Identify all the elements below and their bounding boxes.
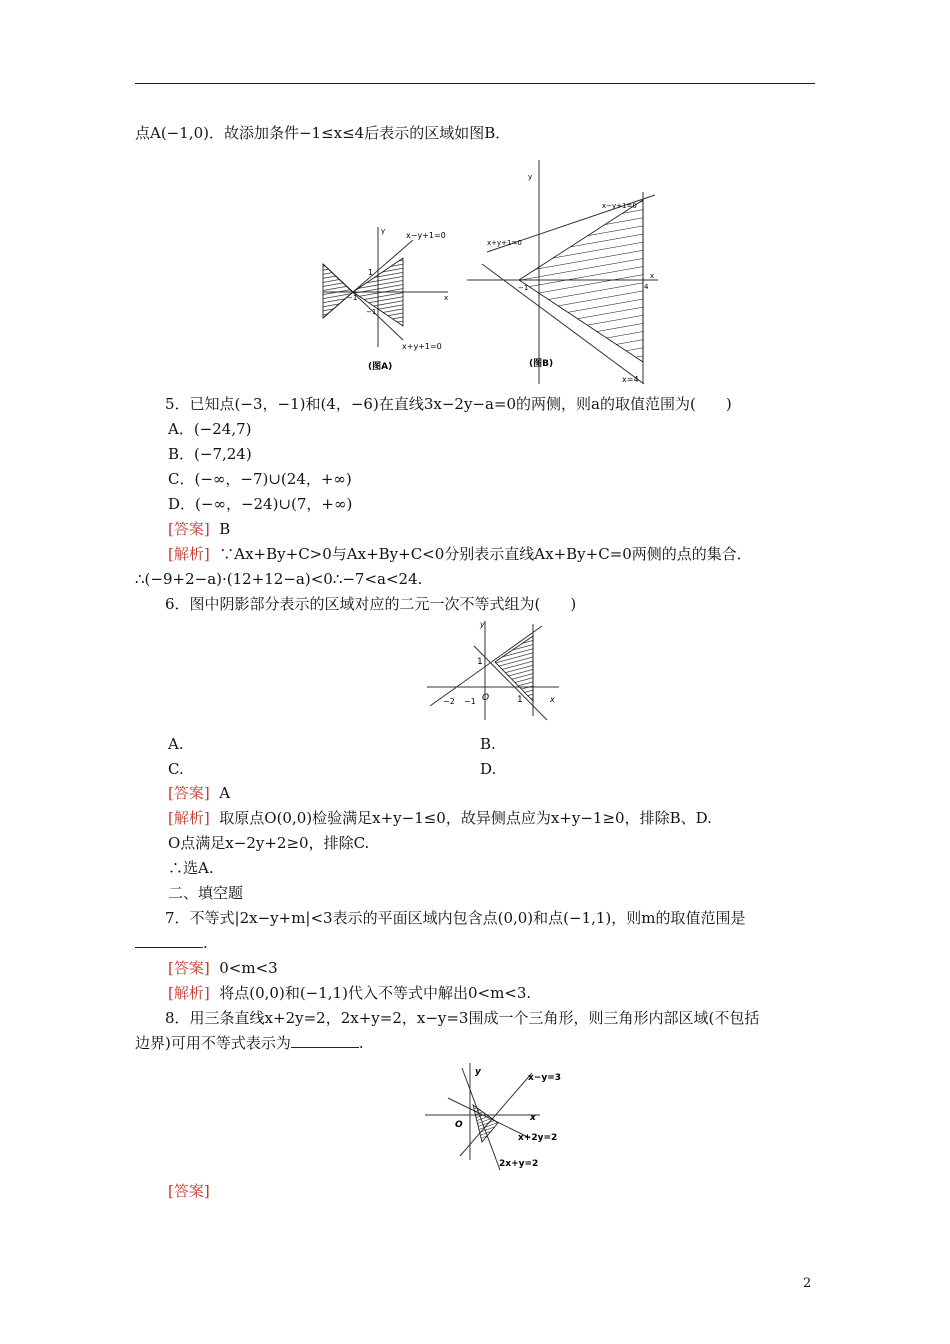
- q6-neg-one: −1: [464, 697, 476, 706]
- analysis-tag: [解析]: [168, 809, 210, 827]
- q7-blank-line: [135, 933, 208, 953]
- answer-tag: [答案]: [168, 520, 210, 538]
- q8-line1-label: x−y=3: [528, 1073, 562, 1083]
- q6-one-y: 1: [477, 657, 483, 667]
- q8-stem-1: 8．用三条直线x+2y=2，2x+y=2，x−y=3围成一个三角形，则三角形内部区域(不包括: [165, 1009, 760, 1027]
- fig-b-four: 4: [644, 283, 649, 291]
- fig-b-line3-label: x=4: [622, 375, 639, 384]
- q8-line2-label: x+2y=2: [518, 1133, 558, 1143]
- answer-tag: [答案]: [168, 959, 210, 977]
- fig-b-x-label: x: [650, 272, 655, 280]
- analysis-text: ∵Ax+By+C>0与Ax+By+C<0分别表示直线Ax+By+C=0两侧的点的集合．: [219, 545, 752, 563]
- analysis-text: 取原点O(0,0)检验满足x+y−1≤0，故异侧点应为x+y−1≥0，排除B、D.: [219, 809, 712, 827]
- fig-a-one: 1: [368, 268, 374, 277]
- fig-b-neg-one: −1: [518, 284, 529, 292]
- fig-a-caption: (图A): [368, 362, 393, 372]
- q6-analysis-1: [168, 808, 712, 828]
- q5-analysis-1: [168, 544, 752, 564]
- q5-option-d: D．(−∞，−24)∪(7，+∞): [168, 495, 353, 513]
- q7-answer: [168, 958, 278, 978]
- header-rule: [135, 83, 815, 84]
- figure-b: [462, 152, 662, 387]
- q5-option-b: B．(−7,24): [168, 445, 252, 463]
- analysis-text: 将点(0,0)和(−1,1)代入不等式中解出0<m<3.: [219, 984, 532, 1002]
- fig-b-line1-label: x−y+1=0: [602, 202, 637, 210]
- stem-text: 边界)可用不等式表示为: [135, 1034, 291, 1052]
- q8-answer: [168, 1181, 210, 1201]
- fig-a-y-label: y: [381, 227, 386, 235]
- q8-stem-2: [135, 1033, 364, 1053]
- q6-option-c: C.: [168, 760, 184, 778]
- answer-value: 0<m<3: [219, 959, 278, 977]
- q6-y-label: y: [480, 620, 485, 629]
- fig-a-line1-label: x−y+1=0: [406, 231, 446, 240]
- q5-stem: 5．已知点(−3，−1)和(4，−6)在直线3x−2y−a=0的两侧，则a的取值范围为( ): [165, 395, 732, 413]
- q7-analysis: [168, 983, 531, 1003]
- fig-b-caption: (图B): [529, 359, 554, 369]
- analysis-tag: [解析]: [168, 984, 210, 1002]
- q6-x-label: x: [550, 695, 555, 704]
- q6-option-a: A.: [168, 735, 184, 753]
- q6-one-x: 1: [517, 695, 523, 705]
- q6-neg-two: −2: [443, 697, 455, 706]
- fig-a-line2-label: x+y+1=0: [402, 342, 442, 351]
- shaded-left: [323, 264, 353, 318]
- q8-origin: O: [455, 1120, 463, 1130]
- q6-answer: [168, 783, 230, 803]
- q5-option-c: C．(−∞，−7)∪(24，+∞): [168, 470, 352, 488]
- q8-line3-label: 2x+y=2: [499, 1159, 539, 1169]
- section-title: 二、填空题: [168, 884, 244, 902]
- q6-option-b: B.: [480, 735, 496, 753]
- q5-option-a: A．(−24,7): [168, 420, 252, 438]
- answer-blank[interactable]: [291, 1033, 359, 1048]
- q6-analysis-2: O点满足x−2y+2≥0，排除C.: [168, 834, 370, 852]
- answer-tag: [答案]: [168, 1182, 210, 1200]
- fig-b-y-label: y: [528, 173, 533, 181]
- q5-answer: [168, 519, 230, 539]
- figure-a: [318, 222, 453, 377]
- q6-stem: 6．图中阴影部分表示的区域对应的二元一次不等式组为( ): [165, 595, 577, 613]
- fig-a-neg-one-x: −1: [347, 294, 358, 302]
- answer-value: A: [219, 784, 231, 802]
- answer-blank[interactable]: [135, 933, 203, 948]
- fig-a-neg-one-y: −1: [366, 308, 377, 316]
- figure-q6: [422, 616, 567, 726]
- q6-analysis-3: ∴选A.: [168, 859, 214, 877]
- q6-option-d: D.: [480, 760, 497, 778]
- q6-origin: O: [482, 693, 490, 703]
- q8-x-label: x: [530, 1113, 536, 1123]
- q5-analysis-2: ∴(−9+2−a)·(12+12−a)<0∴−7<a<24.: [135, 570, 423, 588]
- blank-end: .: [358, 1034, 364, 1052]
- blank-end: .: [203, 934, 208, 952]
- figure-q8: [420, 1058, 570, 1176]
- intro-text: 点A(−1,0)．故添加条件−1≤x≤4后表示的区域如图B．: [135, 124, 511, 142]
- analysis-tag: [解析]: [168, 545, 210, 563]
- page-number: 2: [803, 1276, 812, 1291]
- fig-b-line2-label: x+y+1=0: [487, 239, 522, 247]
- fig-a-x-label: x: [444, 294, 449, 302]
- answer-tag: [答案]: [168, 784, 210, 802]
- q7-stem: 7．不等式|2x−y+m|<3表示的平面区域内包含点(0,0)和点(−1,1)，则m的取值范围是: [165, 909, 746, 927]
- q8-y-label: y: [475, 1067, 481, 1077]
- answer-value: B: [219, 520, 231, 538]
